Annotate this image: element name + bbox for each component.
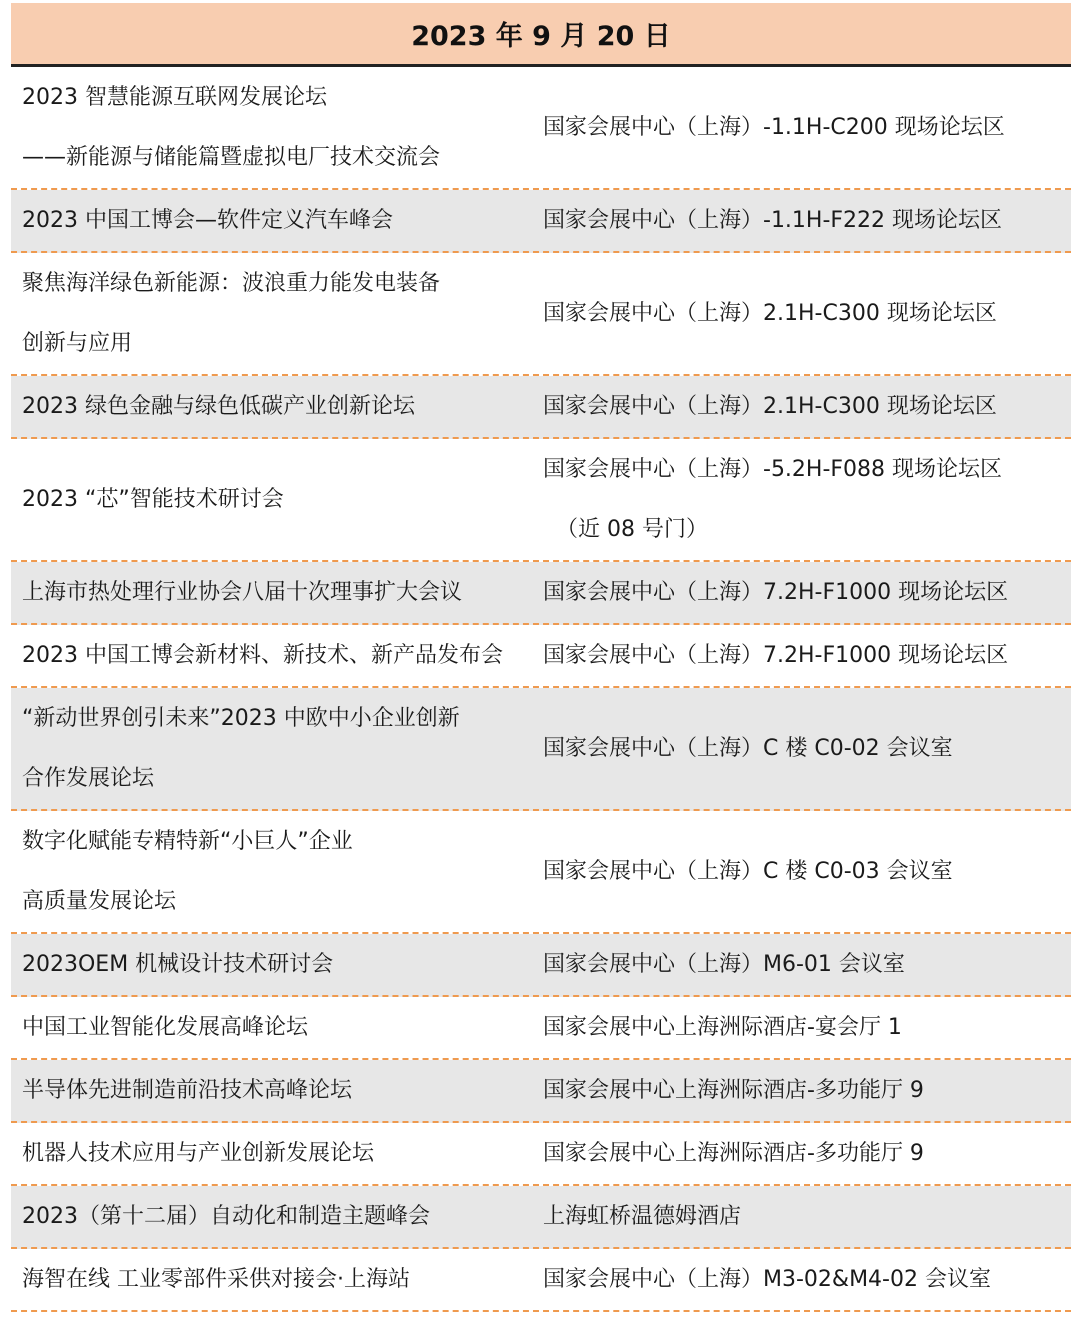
event-name-line: 创新与应用 [22,330,133,356]
event-name: 上海市热处理行业协会八届十次理事扩大会议 [22,579,463,605]
event-venue: 国家会展中心（上海）7.2H-F1000 现场论坛区 [543,642,1009,668]
event-name: 2023 中国工博会新材料、新技术、新产品发布会 [22,642,503,668]
event-name-line: 聚焦海洋绿色新能源：波浪重力能发电装备 [22,270,441,296]
event-name-line: 数字化赋能专精特新“小巨人”企业 [22,828,353,854]
event-venue-line: （近 08 号门） [556,516,708,542]
event-venue-line: 国家会展中心（上海）-1.1H-C200 现场论坛区 [543,114,1005,140]
event-name-line: 2023 智慧能源互联网发展论坛 [22,84,327,110]
event-venue [532,857,1071,887]
event-name: 2023（第十二届）自动化和制造主题峰会 [22,1203,430,1229]
table-row [11,811,1071,934]
table-row [11,1186,1071,1249]
table-row [11,1123,1071,1186]
event-venue [532,734,1071,764]
event-venue: 国家会展中心上海洲际酒店-宴会厅 1 [543,1014,902,1040]
event-venue: 国家会展中心上海洲际酒店-多功能厅 9 [543,1140,924,1166]
event-venue: 国家会展中心（上海）-1.1H-F222 现场论坛区 [543,207,1003,233]
table-row [11,934,1071,997]
event-name [11,83,532,173]
event-name: 2023 绿色金融与绿色低碳产业创新论坛 [22,393,415,419]
event-venue: 上海虹桥温德姆酒店 [543,1203,742,1229]
event-venue-line: 国家会展中心（上海）-5.2H-F088 现场论坛区 [543,456,1003,482]
event-name-line: “新动世界创引未来”2023 中欧中小企业创新 [22,705,460,731]
table-row [11,997,1071,1060]
event-name [11,704,532,794]
event-name: 2023OEM 机械设计技术研讨会 [22,951,334,977]
table-row [11,625,1071,688]
event-name: 半导体先进制造前沿技术高峰论坛 [22,1077,353,1103]
event-name-line: 2023 “芯”智能技术研讨会 [22,486,284,512]
table-row [11,1249,1071,1312]
table-row [11,190,1071,253]
schedule-table [11,3,1071,1312]
event-venue: 国家会展中心（上海）M3-02&M4-02 会议室 [543,1266,991,1292]
table-row [11,67,1071,190]
event-venue: 国家会展中心（上海）M6-01 会议室 [543,951,905,977]
event-venue-line: 国家会展中心（上海）C 楼 C0-02 会议室 [543,735,953,761]
event-venue: 国家会展中心（上海）7.2H-F1000 现场论坛区 [543,579,1009,605]
event-name-line: 高质量发展论坛 [22,888,177,914]
event-venue [532,455,1071,545]
event-name-line: ——新能源与储能篇暨虚拟电厂技术交流会 [22,144,441,170]
event-venue [532,113,1071,143]
event-venue-line: 国家会展中心（上海）2.1H-C300 现场论坛区 [543,300,997,326]
event-venue: 国家会展中心上海洲际酒店-多功能厅 9 [543,1077,924,1103]
event-name [11,827,532,917]
table-row [11,688,1071,811]
table-row [11,439,1071,562]
event-name: 机器人技术应用与产业创新发展论坛 [22,1140,375,1166]
event-name: 2023 中国工博会—软件定义汽车峰会 [22,207,393,233]
header-date: 2023 年 9 月 20 日 [411,21,671,52]
table-row [11,562,1071,625]
event-name [11,485,532,515]
event-venue-line: 国家会展中心（上海）C 楼 C0-03 会议室 [543,858,953,884]
table-header [11,3,1071,67]
event-venue [532,299,1071,329]
event-name: 海智在线 工业零部件采供对接会·上海站 [22,1266,410,1292]
table-row [11,376,1071,439]
table-row [11,1060,1071,1123]
event-name: 中国工业智能化发展高峰论坛 [22,1014,309,1040]
table-row [11,253,1071,376]
event-name-line: 合作发展论坛 [22,765,155,791]
event-venue: 国家会展中心（上海）2.1H-C300 现场论坛区 [543,393,997,419]
event-name [11,269,532,359]
